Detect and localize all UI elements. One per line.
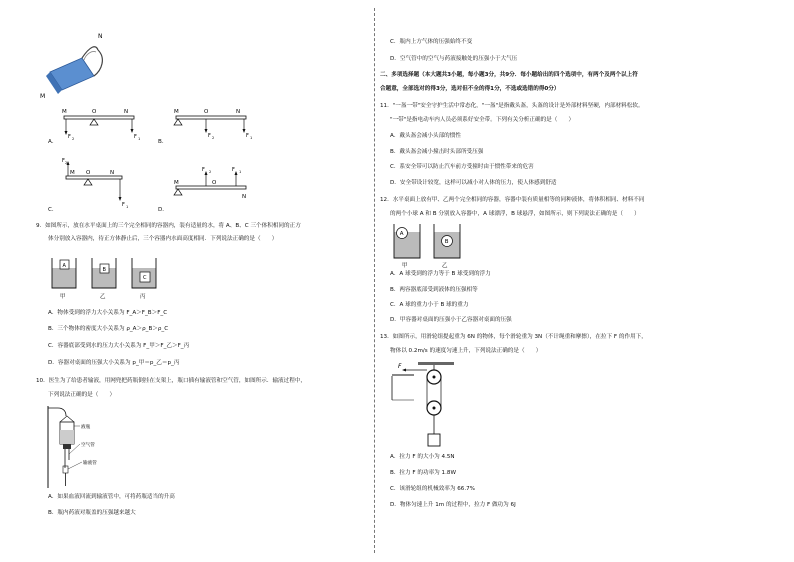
q11-text-line1: 11．"一盔一带"安全守护生活中常态化，"一盔"是指戴头盔，头盔的设计是外部材料坚硬，内部材料松软。	[380, 103, 644, 109]
q12-text-line2: 的两个小球 A 和 B 分别放入容器中，A 球漂浮，B 球悬浮，如图所示，则下列说法正确的是（ ）	[390, 211, 640, 217]
lever-diagram-a	[60, 104, 140, 144]
pulley-force-label: F	[398, 363, 402, 370]
clip-label-n: N	[98, 33, 103, 40]
column-divider	[374, 8, 375, 553]
lever-d-label-o: O	[212, 180, 217, 186]
q9-text-line1: 9．如图所示，放在水平桌面上的三个完全相同的容器内，装有适量的水，将 A、B、C 三个体积相同的正方	[36, 223, 301, 229]
iv-drip-figure	[44, 404, 124, 490]
section2-heading-line1: 二、多项选择题（本大题共3小题，每小题3分，共9分．每小题给出的四个选项中，有两个及两个以上符	[380, 72, 638, 78]
lever-a-label-n: N	[124, 109, 129, 115]
lever-c-sub2: 2	[65, 161, 68, 165]
container-jia-q12	[394, 224, 420, 269]
iv-air-tube-label: 空气管	[81, 443, 95, 448]
lever-c-sub1: 1	[126, 205, 129, 209]
lever-diagram-b	[172, 104, 252, 144]
q13-text-line1: 13．如图所示，用滑轮组提起重为 6N 的物体，每个滑轮重为 3N（不计绳重和摩擦），在拉下 F 的作用下，	[380, 334, 647, 340]
section2-heading-line2: 合题意，全部选对的得3分，选对但不全的得1分，不选或选错的得0分）	[380, 86, 560, 92]
lever-d-label-f1: F	[232, 167, 235, 173]
lever-a-sub: 2	[72, 137, 75, 141]
lever-d-label-n: N	[242, 194, 247, 200]
lever-diagram-c	[62, 156, 142, 208]
q11-option-b[interactable]: B．戴头盔会减小撞击时头部所受压强	[390, 149, 484, 155]
lever-c-label-n: N	[110, 170, 115, 176]
lever-b-label-f2: F	[208, 133, 211, 139]
q8-option-c[interactable]: C．	[48, 207, 58, 213]
q8-option-b[interactable]: B．	[158, 139, 168, 145]
lever-b-label-o: O	[204, 109, 209, 115]
lever-c-label-o: O	[86, 170, 91, 176]
box-a-label: A	[62, 263, 66, 269]
q10-text-line1: 10．医生为了给患者输液，用网兜把药瓶倒挂在支架上，瓶口插有输液管和空气管，如图所示．输液过程中，	[36, 378, 307, 384]
lever-b-sub2: 2	[212, 136, 215, 140]
container-yi-q12-label: 乙	[442, 263, 448, 269]
clip-label-m: M	[40, 93, 46, 100]
q13-option-d[interactable]: D．物体匀速上升 1m 的过程中，拉力 F 做功为 6J	[390, 502, 516, 508]
left-column	[0, 0, 372, 562]
container-jia	[52, 258, 76, 300]
lever-a-label-o: O	[92, 109, 97, 115]
lever-a-sub1: 1	[138, 137, 141, 141]
box-b-label: B	[102, 267, 106, 273]
q12-option-d[interactable]: D．甲容器对桌面的压强小于乙容器对桌面的压强	[390, 317, 512, 323]
ball-a-label: A	[399, 231, 404, 237]
lever-c-label-m: M	[70, 170, 75, 176]
right-column	[378, 0, 794, 562]
q13-option-a[interactable]: A．拉力 F 的大小为 4.5N	[390, 454, 455, 460]
container-jia-q12-label: 甲	[402, 263, 408, 269]
q12-option-a[interactable]: A．A 球受到的浮力等于 B 球受到的浮力	[390, 271, 491, 277]
lever-b-label-n: N	[236, 109, 241, 115]
q12-text-line1: 12．水平桌面上放有甲、乙两个完全相同的容器，容器中装有质量相等的同种液体，将体积相同、材料不同	[380, 197, 645, 203]
q9-option-c[interactable]: C．容器底部受到水的压力大小关系为 F_甲＞F_乙＞F_丙	[48, 343, 190, 349]
q10-text-line2: 下列说法正确的是（ ）	[48, 392, 116, 398]
q11-option-d[interactable]: D．安全带设计较宽，这样可以减小对人体的压力，使人体感到舒适	[390, 180, 557, 186]
q10-option-d[interactable]: D．空气管中的空气与药液接触处的压强小于大气压	[390, 56, 518, 62]
container-yi-q12	[434, 224, 460, 269]
binder-clip-figure	[36, 28, 116, 100]
container-yi	[92, 258, 116, 300]
q13-text-line2: 物体以 0.2m/s 的速度匀速上升，下列说法正确的是（ ）	[390, 348, 542, 354]
lever-diagram-d	[172, 166, 252, 208]
q13-option-c[interactable]: C．该滑轮组的机械效率为 66.7%	[390, 486, 475, 492]
container-bing-label: 丙	[140, 294, 146, 300]
q11-text-line2: "一带"是指电动车内人员必须系好安全带。下列有关分析正确的是（ ）	[390, 117, 575, 123]
lever-b-label-m: M	[174, 109, 179, 115]
q10-option-c[interactable]: C．瓶内上方气体的压强始终不变	[390, 39, 473, 45]
q12-option-b[interactable]: B．两容器底部受到液体的压强相等	[390, 287, 478, 293]
lever-d-label-m: M	[174, 180, 179, 186]
box-c-label: C	[143, 275, 147, 281]
q9-containers-figure	[48, 254, 168, 302]
lever-b-sub1: 1	[250, 136, 253, 140]
q8-option-d[interactable]: D．	[158, 207, 168, 213]
lever-d-sub2: 2	[209, 170, 212, 174]
lever-d-sub1: 1	[239, 170, 242, 174]
q9-option-b[interactable]: B．三个物体的密度大小关系为 ρ_A＞ρ_B＞ρ_C	[48, 326, 169, 332]
lever-c-label-f1: F	[122, 202, 125, 208]
q11-option-c[interactable]: C．系安全带可以防止汽车前方受撞时由于惯性带来的危害	[390, 164, 534, 170]
q13-option-b[interactable]: B．拉力 F 的功率为 1.8W	[390, 470, 456, 476]
q10-option-a[interactable]: A．如果血液回流到输液管中，可将药瓶适当的升高	[48, 494, 175, 500]
iv-bottle-label: 液瓶	[81, 425, 91, 430]
q9-text-line2: 体分别放入容器内，待正方体静止后，三个容器内水面高度相同．下列说法正确的是（ ）	[48, 236, 278, 242]
q12-containers-figure	[390, 222, 470, 268]
q12-option-c[interactable]: C．A 球的重力小于 B 球的重力	[390, 302, 469, 308]
lever-a-label-f: F	[68, 134, 71, 140]
iv-drip-tube-label: 输液管	[83, 461, 97, 466]
container-jia-label: 甲	[60, 294, 66, 300]
container-bing	[132, 258, 156, 300]
lever-d-label-f2: F	[202, 167, 205, 173]
q9-option-a[interactable]: A．物体受到的浮力大小关系为 F_A＞F_B＞F_C	[48, 310, 168, 316]
container-yi-label: 乙	[100, 294, 106, 300]
q11-option-a[interactable]: A．戴头盔会减小头部的惯性	[390, 133, 461, 139]
lever-a-label-f1: F	[134, 134, 137, 140]
lever-b-label-f1: F	[246, 133, 249, 139]
ball-b-label: B	[444, 239, 449, 245]
pulley-system-figure	[390, 360, 474, 452]
lever-c-label-f2: F	[62, 158, 65, 164]
lever-a-label-m: M	[62, 109, 67, 115]
q9-option-d[interactable]: D．容器对桌面的压强大小关系为 p_甲＝p_乙＝p_丙	[48, 360, 180, 366]
q10-option-b[interactable]: B．瓶内药液对瓶盖的压强越来越大	[48, 510, 136, 516]
q8-option-a[interactable]: A．	[48, 139, 58, 145]
